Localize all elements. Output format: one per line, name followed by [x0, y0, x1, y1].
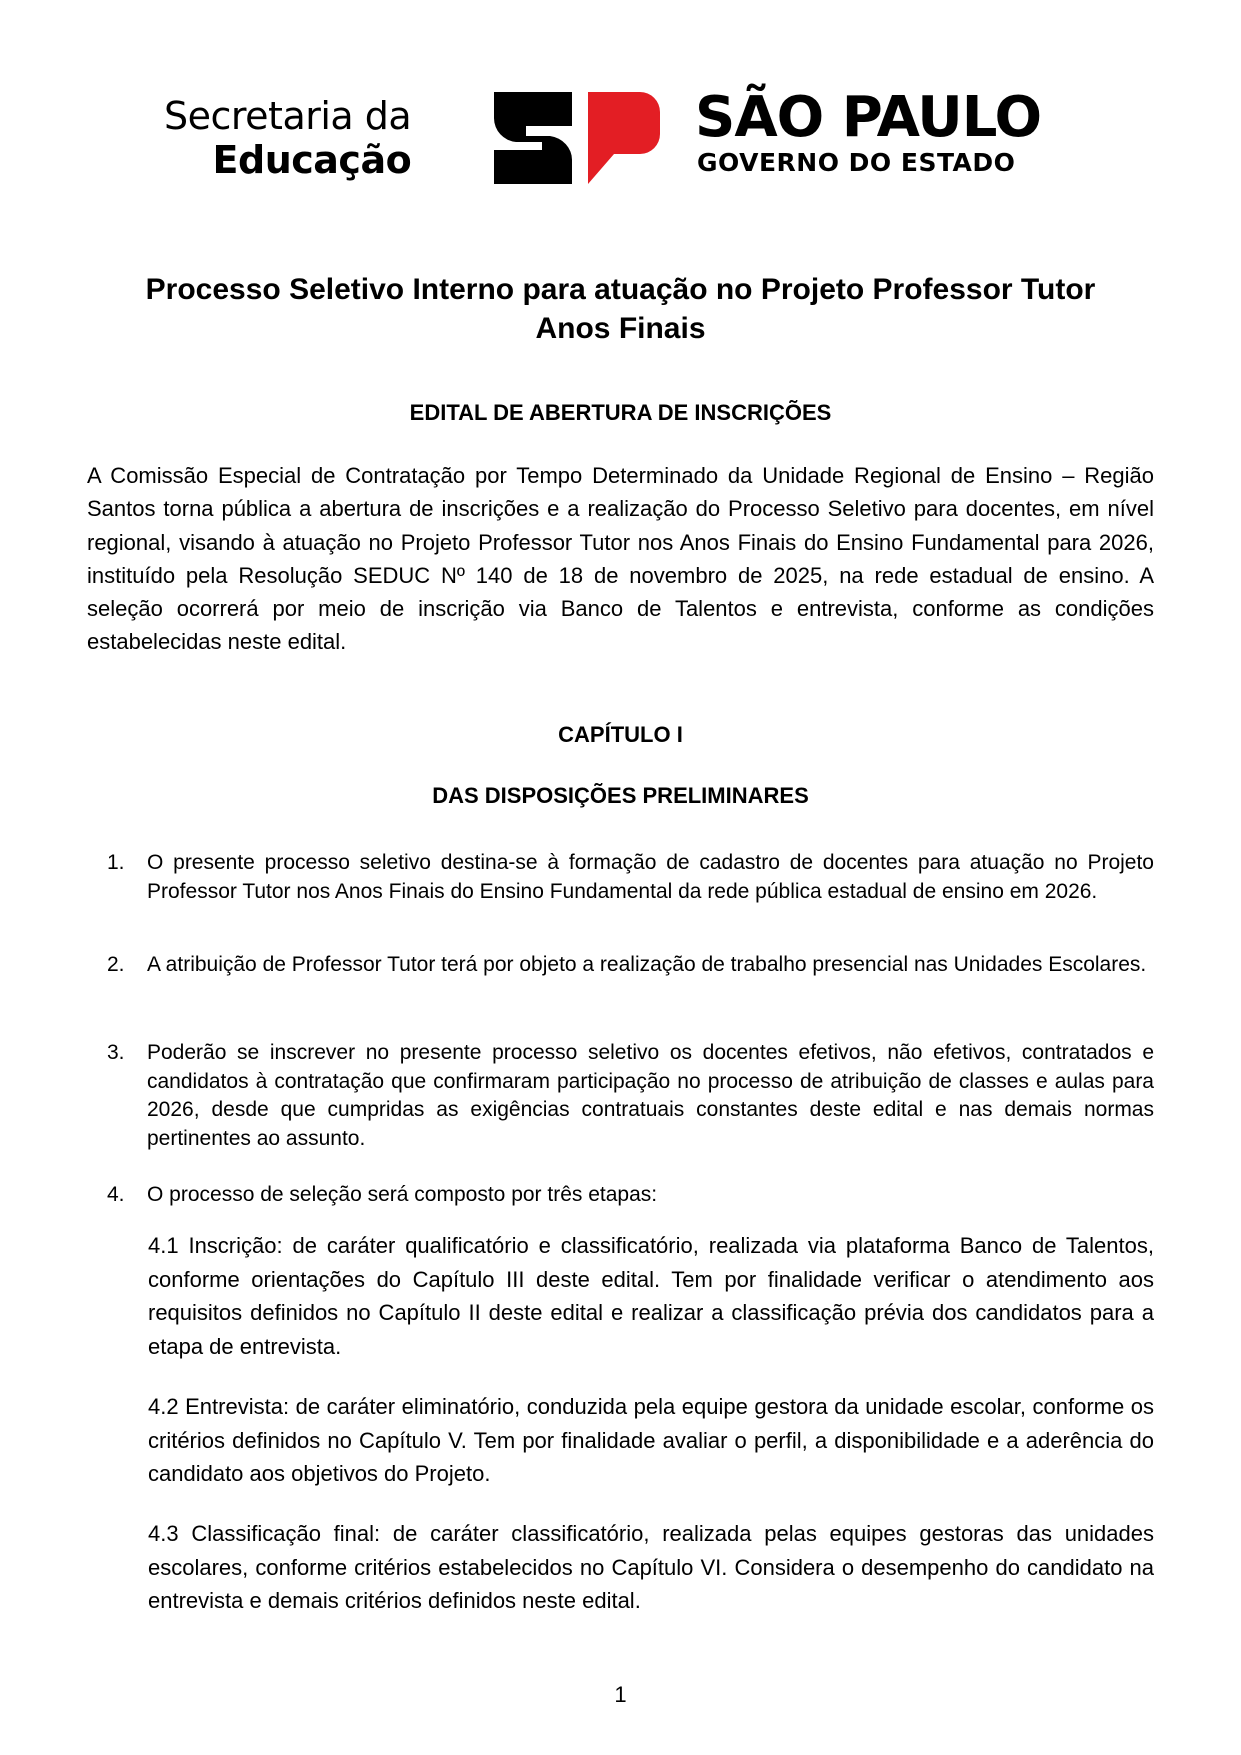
sp-logo-icon — [480, 92, 680, 184]
chapter-heading: CAPÍTULO I — [558, 722, 683, 747]
sub-item: 4.2 Entrevista: de caráter eliminatório, conduzida pela equipe gestora da unidade escolar, conforme os critérios definidos no Capítulo V. Tem por finalidade avaliar o perfil, a disponibilidade e a aderência do candidato aos objetivos do Projeto. — [148, 1394, 1154, 1486]
list-item-text: A atribuição de Professor Tutor terá por objeto a realização de trabalho presencial nas Unidades Escolares. — [147, 953, 1147, 976]
logo-line1: Secretaria da — [164, 94, 412, 138]
header-logo — [160, 85, 1080, 188]
list-item-text: Poderão se inscrever no presente processo seletivo os docentes efetivos, não efetivos, contratados e candidatos à contratação que confirmaram participação no processo de atribuição de classes e aulas para 2026, desde que cumpridas as exigências contratuais constantes deste edital e nas demais normas pertinentes ao assunto. — [147, 1041, 1154, 1150]
page-number: 1 — [614, 1682, 627, 1707]
intro-paragraph: A Comissão Especial de Contratação por Tempo Determinado da Unidade Regional de Ensino – Região Santos torna pública a abertura de inscrições e a realização do Processo Seletivo para docentes, em nível regional, visando à atuação no Projeto Professor Tutor nos Anos Finais do Ensino Fundamental para 2026, instituído pela Resolução SEDUC Nº 140 de 18 de novembro de 2025, na rede estadual de ensino. A seleção ocorrerá por meio de inscrição via Banco de Talentos e entrevista, conforme as condições estabelecidas neste edital. — [87, 463, 1154, 655]
list-item — [107, 849, 1154, 906]
document-title — [60, 270, 1181, 348]
logo-government: GOVERNO DO ESTADO — [697, 148, 1016, 177]
logo-state-name: SÃO PAULO — [695, 85, 1042, 150]
list-item-text: O processo de seleção será composto por três etapas: — [147, 1183, 658, 1206]
logo-secretaria-text — [164, 94, 411, 182]
sp-logo-p-shape — [588, 92, 660, 184]
title-line-2: Anos Finais — [535, 312, 706, 345]
list-item — [107, 1181, 1154, 1210]
list-item-number: 4. — [107, 1183, 125, 1206]
list-item — [107, 951, 1154, 980]
list-item — [107, 1039, 1154, 1153]
list-item-number: 3. — [107, 1041, 125, 1064]
logo-line2: Educação — [212, 138, 412, 182]
sub-item: 4.1 Inscrição: de caráter qualificatório e classificatório, realizada via plataforma Banco de Talentos, conforme orientações do Capítulo III deste edital. Tem por finalidade verificar o atendimento aos requisitos definidos no Capítulo II deste edital e realizar a classificação prévia dos candidatos para a etapa de entrevista. — [148, 1233, 1154, 1359]
title-line-1: Processo Seletivo Interno para atuação no Projeto Professor Tutor — [145, 273, 1096, 306]
list-item-number: 1. — [107, 851, 125, 874]
list-item-text: O presente processo seletivo destina-se à formação de cadastro de docentes para atuação no Projeto Professor Tutor nos Anos Finais do Ensino Fundamental da rede pública estadual de ensino em 2026. — [147, 851, 1154, 903]
sub-item: 4.3 Classificação final: de caráter classificatório, realizada pelas equipes gestoras das unidades escolares, conforme critérios estabelecidos no Capítulo VI. Considera o desempenho do candidato na entrevista e demais critérios definidos neste edital. — [148, 1521, 1154, 1613]
chapter-title: DAS DISPOSIÇÕES PRELIMINARES — [432, 783, 809, 808]
document-subtitle: EDITAL DE ABERTURA DE INSCRIÇÕES — [409, 400, 832, 425]
list-item-number: 2. — [107, 953, 125, 976]
sp-logo-s-shape — [494, 92, 572, 184]
